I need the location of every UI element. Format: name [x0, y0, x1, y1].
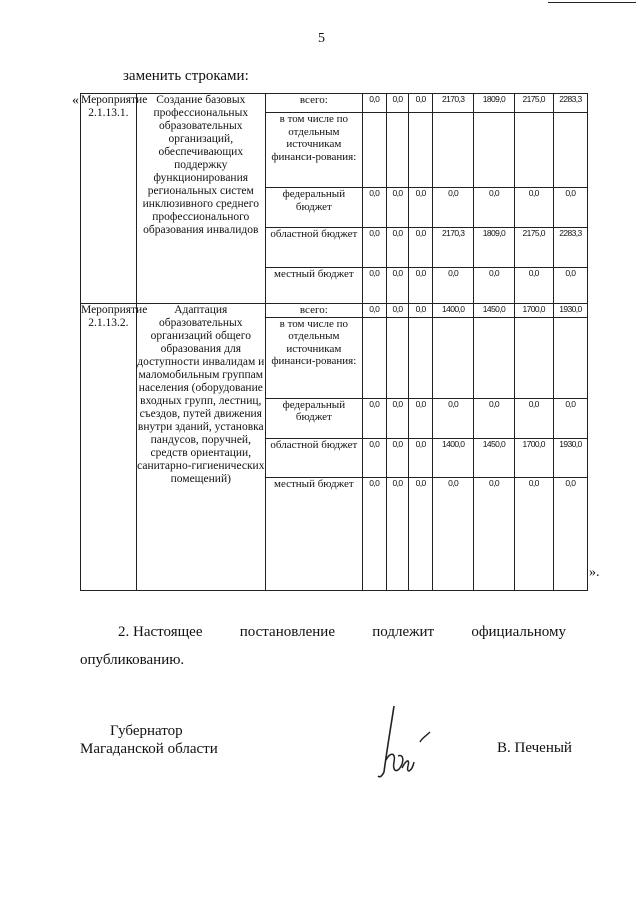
value-cell: 0,0 [514, 477, 553, 590]
page-number: 5 [318, 31, 325, 46]
event-cell: Мероприятие 2.1.13.1. [81, 94, 137, 304]
value-cell: 0,0 [362, 94, 386, 113]
value-cell: 0,0 [409, 304, 433, 318]
source-cell: федеральный бюджет [265, 398, 362, 438]
value-cell: 0,0 [386, 94, 409, 113]
paragraph-2-word: официальному [471, 624, 566, 640]
value-cell [409, 317, 433, 398]
event-cell: Мероприятие 2.1.13.2. [81, 304, 137, 591]
value-cell: 0,0 [386, 188, 409, 228]
intro-text: заменить строками: [123, 68, 249, 84]
value-cell [553, 113, 587, 188]
value-cell: 0,0 [386, 438, 409, 477]
value-cell: 0,0 [362, 268, 386, 304]
value-cell: 0,0 [514, 188, 553, 228]
value-cell: 0,0 [362, 304, 386, 318]
value-cell: 1930,0 [553, 304, 587, 318]
value-cell: 0,0 [362, 398, 386, 438]
position-line-2: Магаданской области [80, 741, 218, 757]
paragraph-2 [80, 618, 566, 674]
value-cell [514, 317, 553, 398]
source-cell: в том числе по отдельным источникам финанси-рования: [265, 317, 362, 398]
value-cell: 0,0 [474, 477, 514, 590]
value-cell: 0,0 [553, 188, 587, 228]
value-cell: 0,0 [409, 398, 433, 438]
value-cell: 1809,0 [474, 228, 514, 268]
value-cell: 0,0 [386, 477, 409, 590]
value-cell: 2175,0 [514, 94, 553, 113]
description-cell: Создание базовых профессиональных образовательных организаций, обеспечивающих поддержку функционирования региональных систем инклюзивного среднего профессионального образования инвалидов [136, 94, 265, 304]
value-cell [386, 113, 409, 188]
funding-table [80, 93, 588, 591]
value-cell: 0,0 [474, 188, 514, 228]
signatory-position [80, 722, 218, 758]
value-cell: 2283,3 [553, 94, 587, 113]
source-cell: местный бюджет [265, 477, 362, 590]
value-cell [433, 113, 474, 188]
source-cell: областной бюджет [265, 228, 362, 268]
value-cell: 2170,3 [433, 94, 474, 113]
paragraph-2-word: подлежит [372, 624, 435, 640]
signatory-name: В. Печеный [497, 740, 572, 756]
value-cell [362, 113, 386, 188]
source-cell: местный бюджет [265, 268, 362, 304]
value-cell: 2170,3 [433, 228, 474, 268]
source-cell: федеральный бюджет [265, 188, 362, 228]
value-cell: 0,0 [386, 268, 409, 304]
value-cell [386, 317, 409, 398]
source-cell: в том числе по отдельным источникам финанси-рования: [265, 113, 362, 188]
value-cell: 1809,0 [474, 94, 514, 113]
table-body [81, 94, 588, 591]
value-cell: 0,0 [362, 188, 386, 228]
value-cell: 0,0 [362, 228, 386, 268]
value-cell [514, 113, 553, 188]
table-row [81, 304, 588, 318]
value-cell: 1400,0 [433, 438, 474, 477]
value-cell: 0,0 [362, 477, 386, 590]
closing-quote: ». [589, 565, 600, 580]
value-cell: 0,0 [386, 398, 409, 438]
value-cell: 0,0 [386, 304, 409, 318]
value-cell: 0,0 [474, 268, 514, 304]
value-cell: 0,0 [409, 228, 433, 268]
paragraph-2-line-1 [80, 618, 566, 646]
value-cell [433, 317, 474, 398]
value-cell [474, 113, 514, 188]
value-cell: 0,0 [409, 477, 433, 590]
value-cell: 0,0 [409, 188, 433, 228]
value-cell: 0,0 [386, 228, 409, 268]
value-cell: 0,0 [553, 398, 587, 438]
source-cell: областной бюджет [265, 438, 362, 477]
value-cell: 0,0 [514, 398, 553, 438]
value-cell: 0,0 [474, 398, 514, 438]
handwritten-signature [372, 702, 442, 782]
value-cell: 2283,3 [553, 228, 587, 268]
value-cell [474, 317, 514, 398]
source-cell: всего: [265, 94, 362, 113]
value-cell: 0,0 [409, 438, 433, 477]
value-cell: 0,0 [553, 477, 587, 590]
value-cell: 0,0 [433, 268, 474, 304]
value-cell: 0,0 [362, 438, 386, 477]
value-cell: 0,0 [433, 398, 474, 438]
paragraph-2-word: постановление [239, 624, 335, 640]
source-cell: всего: [265, 304, 362, 318]
value-cell: 1400,0 [433, 304, 474, 318]
value-cell: 2175,0 [514, 228, 553, 268]
paragraph-2-line-2: опубликованию. [80, 652, 185, 668]
value-cell: 0,0 [433, 477, 474, 590]
position-line-1: Губернатор [110, 723, 183, 739]
value-cell: 0,0 [553, 268, 587, 304]
value-cell: 0,0 [409, 94, 433, 113]
value-cell: 1700,0 [514, 438, 553, 477]
value-cell [362, 317, 386, 398]
value-cell: 0,0 [433, 188, 474, 228]
value-cell: 1930,0 [553, 438, 587, 477]
value-cell: 1450,0 [474, 438, 514, 477]
value-cell: 0,0 [514, 268, 553, 304]
description-cell: Адаптация образовательных организаций общего образования для доступности инвалидам и маломобильным группам населения (оборудование входных групп, лестниц, съездов, путей движения внутри зданий, установка пандусов, поручней, средств ориентации, санитарно-гигиенических помещений) [136, 304, 265, 591]
table-row [81, 94, 588, 113]
top-edge-line [548, 2, 636, 3]
value-cell: 1450,0 [474, 304, 514, 318]
value-cell [553, 317, 587, 398]
opening-quote: « [72, 93, 79, 108]
value-cell: 0,0 [409, 268, 433, 304]
value-cell: 1700,0 [514, 304, 553, 318]
value-cell [409, 113, 433, 188]
paragraph-2-word: 2. Настоящее [118, 624, 203, 640]
